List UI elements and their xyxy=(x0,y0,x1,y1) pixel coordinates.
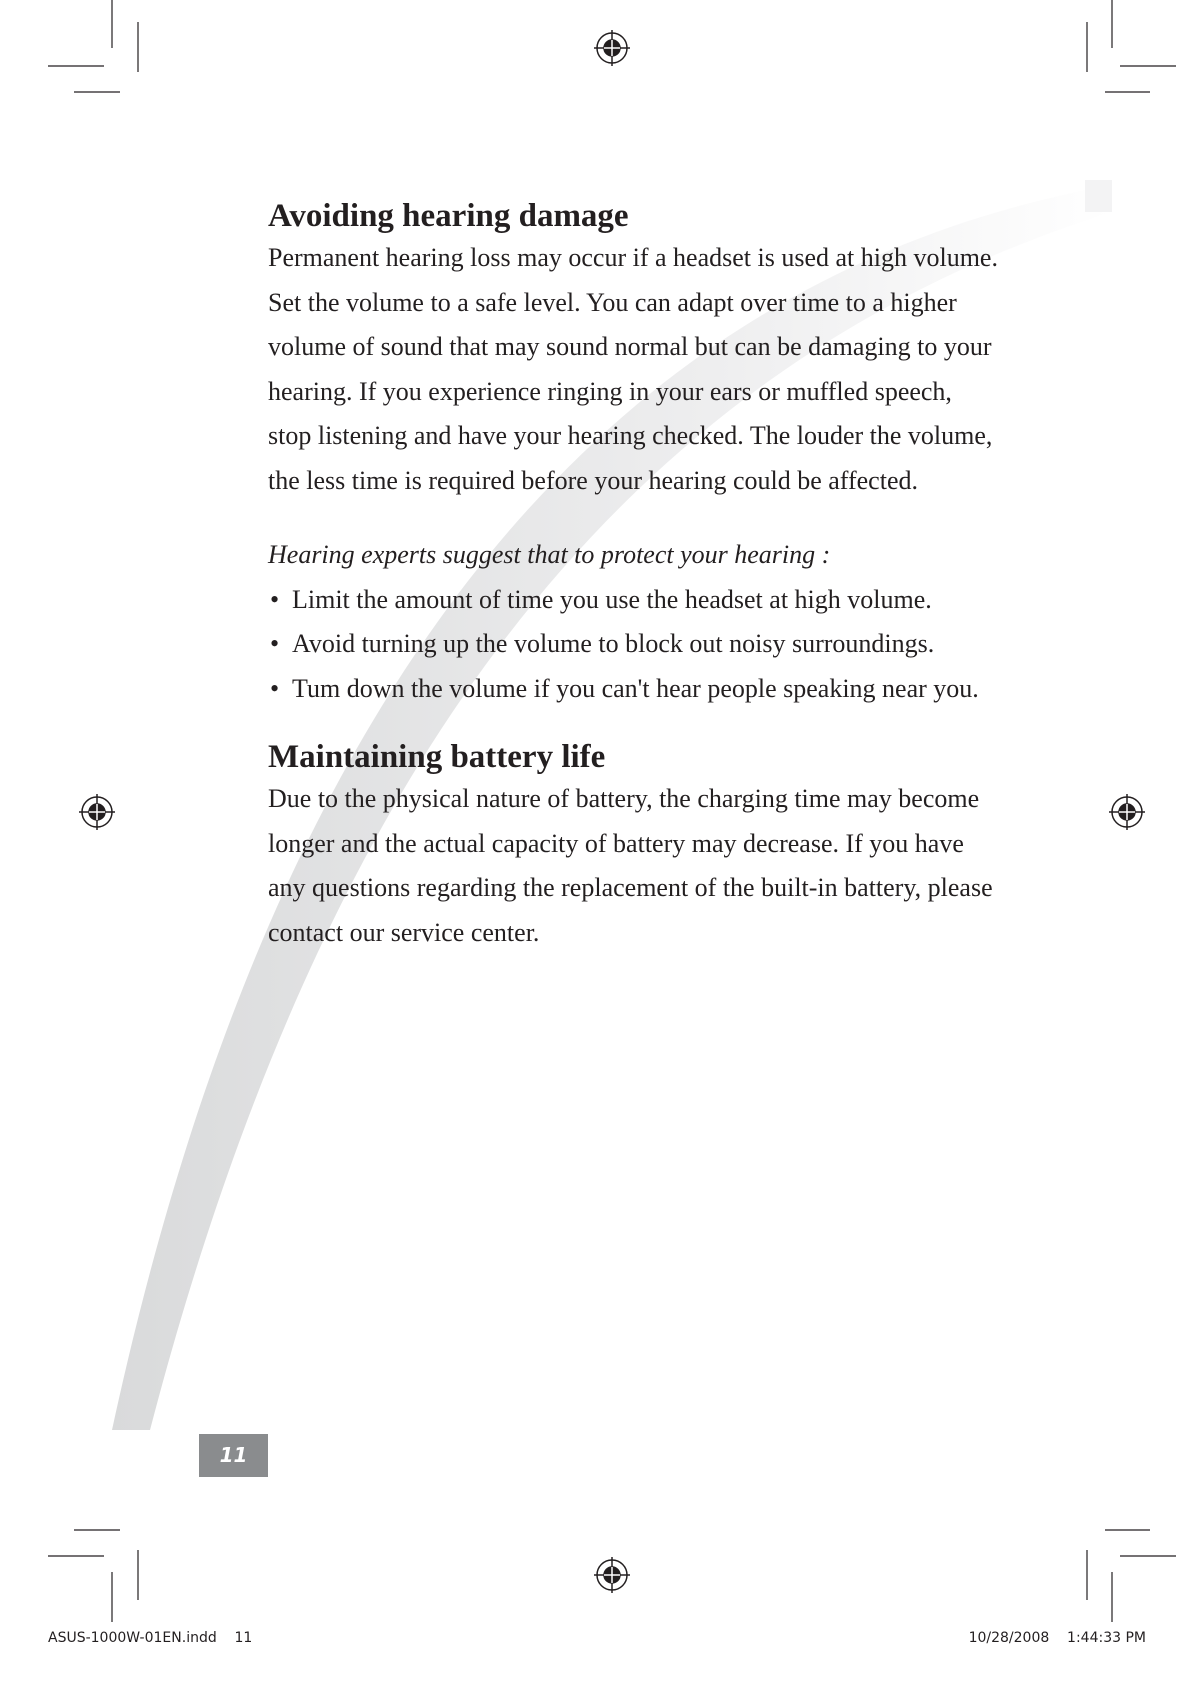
bullet-icon: • xyxy=(270,673,280,703)
bullet-list xyxy=(268,578,998,712)
list-item xyxy=(268,578,998,623)
page-number: 11 xyxy=(199,1434,268,1477)
bullet-icon: • xyxy=(270,629,280,658)
section-heading: Maintaining battery life xyxy=(268,739,606,775)
list-item xyxy=(268,667,998,712)
section-battery-life xyxy=(268,737,998,955)
registration-mark-left xyxy=(79,794,115,830)
list-item-text: Limit the amount of time you use the headset at high volume. xyxy=(292,584,932,614)
slug-filename: ASUS-1000W-01EN.indd 11 xyxy=(48,1630,253,1646)
section-hearing-damage xyxy=(268,196,998,711)
registration-mark-right xyxy=(1109,794,1145,830)
section-heading: Avoiding hearing damage xyxy=(268,198,629,234)
section-paragraph: Permanent hearing loss may occur if a headset is used at high volume. Set the volume to a safe level. You can adapt over time to a higher volume of sound that may sound normal but can be damaging to your hearing. If you experience ringing in your ears or muffled speech, stop listening and have your hearing checked. The louder the volume, the less time is required before your hearing could be affected. xyxy=(268,243,998,495)
section-paragraph: Due to the physical nature of battery, the charging time may become longer and the actual capacity of battery may decrease. If you have any questions regarding the replacement of the built-in battery, please contact our service center. xyxy=(268,784,993,947)
list-item xyxy=(268,622,998,667)
list-item-text: Avoid turning up the volume to block out noisy surroundings. xyxy=(292,629,935,658)
list-item-text: Tum down the volume if you can't hear people speaking near you. xyxy=(292,673,979,703)
registration-mark-bottom xyxy=(594,1557,630,1593)
slug-timestamp: 10/28/2008 1:44:33 PM xyxy=(968,1630,1146,1646)
registration-mark-top xyxy=(594,30,630,66)
bullet-intro: Hearing experts suggest that to protect your hearing : xyxy=(268,540,831,569)
bullet-icon: • xyxy=(270,584,280,614)
page-content xyxy=(268,196,998,955)
